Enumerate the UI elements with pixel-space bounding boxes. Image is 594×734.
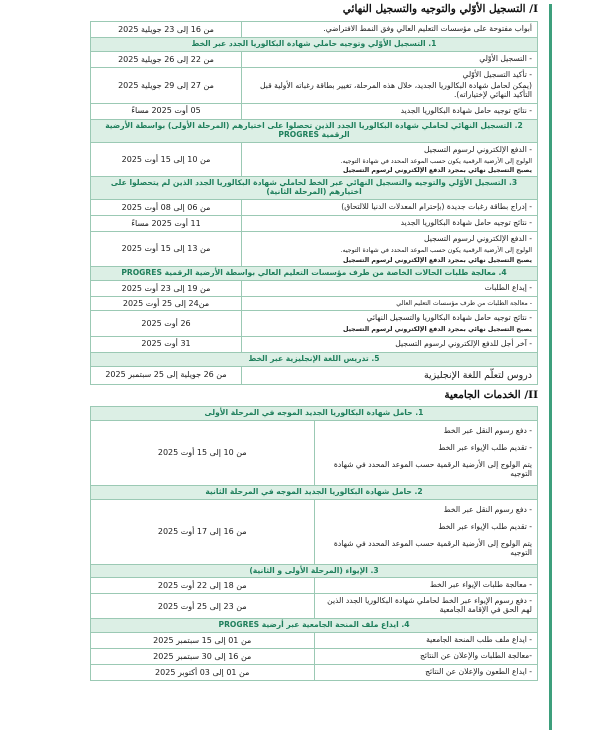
date-cell: من 01 إلى 03 أكتوبر 2025 (91, 665, 315, 681)
table-row (91, 103, 538, 119)
table-row (91, 366, 538, 384)
activity-note: يصبح التسجيل نهائي بمجرد الدفع الإلكتروني لرسوم التسجيل (342, 166, 532, 174)
section-header-cell: 1. حامل شهادة البكالوريا الجديد الموجه في المرحلة الأولى (91, 407, 538, 421)
activity-line: - تقديم طلب الإيواء عبر الخط (438, 442, 532, 452)
date-cell: من 10 إلى 15 أوت 2025 (91, 420, 315, 485)
activity-note: يصبح التسجيل نهائي بمجرد الدفع الإلكتروني لرسوم التسجيل (342, 326, 532, 334)
activity-text: - معالجة طلبات الإيواء عبر الخط (429, 580, 532, 590)
activity-text: - الدفع الإلكتروني لرسوم التسجيل (424, 234, 532, 244)
table-row (91, 633, 538, 649)
date-cell: من 26 جويلية إلى 25 سبتمبر 2025 (91, 366, 242, 384)
section-header-row (91, 177, 538, 200)
activity-cell (242, 22, 538, 38)
activity-line: - تقديم طلب الإيواء عبر الخط (438, 521, 532, 531)
activity-cell (242, 67, 538, 103)
activity-text: - آخر أجل للدفع الإلكتروني لرسوم التسجيل (395, 338, 532, 348)
section-header-row (91, 485, 538, 499)
activity-text: - نتائج توجيه حامل شهادة البكالوريا الجديد (400, 218, 532, 228)
table-row (91, 311, 538, 336)
activity-cell (242, 216, 538, 232)
activity-text: - التسجيل الأوّلي (479, 53, 532, 63)
section-header-cell: 2. التسجيل النهائي لحاملي شهادة البكالوريا الجدد الذين تحصلوا على اختيارهم (المرحلة الأولى) بواسطة الأرضية الرقمية PROGRES (91, 119, 538, 142)
table-row (91, 216, 538, 232)
date-cell: من 16 إلى 17 أوت 2025 (91, 499, 315, 564)
section-heading-registration: I/ التسجيل الأوّلي والتوجيه والتسجيل النهائي (342, 3, 538, 15)
activity-text: - ايداع ملف طلب المنحة الجامعية (426, 635, 532, 645)
table-row (91, 649, 538, 665)
activity-text: - نتائج توجيه حامل شهادة البكالوريا الجديد (400, 105, 532, 115)
activity-text: - الدفع الإلكتروني لرسوم التسجيل (424, 144, 532, 154)
table-row (91, 499, 538, 564)
registration-schedule-table (90, 21, 538, 385)
activity-cell (242, 296, 538, 310)
date-cell: من24 إلى 25 أوت 2025 (91, 296, 242, 310)
activity-text: - إيداع الطلبات (484, 282, 532, 292)
table-row (91, 594, 538, 619)
activity-cell (242, 311, 538, 336)
section-header-row (91, 619, 538, 633)
activity-cell (242, 142, 538, 177)
activity-text: - ايداع الطعون والإعلان عن النتائج (425, 667, 532, 677)
activity-line: - دفع رسوم النقل عبر الخط (443, 504, 532, 514)
activity-note: - معالجة الطلبات من طرف مؤسسات التعليم العالي (396, 299, 532, 307)
table-row (91, 280, 538, 296)
table-row (91, 142, 538, 177)
section-header-row (91, 37, 538, 51)
table-row (91, 578, 538, 594)
date-cell: 31 أوت 2025 (91, 336, 242, 352)
date-cell: 26 أوت 2025 (91, 311, 242, 336)
date-cell: من 10 إلى 15 أوت 2025 (91, 142, 242, 177)
date-cell: من 19 إلى 23 أوت 2025 (91, 280, 242, 296)
activity-cell (242, 366, 538, 384)
date-cell: من 22 إلى 26 جويلية 2025 (91, 51, 242, 67)
section-header-cell: 1. التسجيل الأوّلي وتوجيه حاملي شهادة البكالوريا الجدد عبر الخط (91, 37, 538, 51)
activity-line: - دفع رسوم النقل عبر الخط (443, 425, 532, 435)
activity-line: يتم الولوج إلى الأرضية الرقمية حسب الموعد المحدد في شهادة التوجيه (333, 538, 532, 557)
section-header-cell: 3. التسجيل الأوّلي والتوجيه والتسجيل النهائي عبر الخط لحاملي شهادة البكالوريا الجدد الذين لم يتحصلوا على اختيارهم (المرحلة الثانية) (91, 177, 538, 200)
activity-cell (242, 103, 538, 119)
services-schedule-table (90, 406, 538, 681)
activity-text: أبواب مفتوحة على مؤسسات التعليم العالي وفق النمط الافتراضي. (323, 24, 532, 33)
activity-cell (242, 200, 538, 216)
section-header-cell: 4. ايداع ملف المنحة الجامعية عبر أرضية PROGRES (91, 619, 538, 633)
activity-line: يتم الولوج إلى الأرضية الرقمية حسب الموعد المحدد في شهادة التوجيه (333, 459, 532, 478)
section-header-cell: 4. معالجة طلبات الحالات الخاصة من طرف مؤسسات التعليم العالي بواسطة الأرضية الرقمية PROGRES (91, 266, 538, 280)
date-cell: من 13 إلى 15 أوت 2025 (91, 232, 242, 267)
margin-accent-bar (549, 4, 552, 730)
section-header-row (91, 352, 538, 366)
section-header-cell: 5. تدريس اللغة الإنجليزية عبر الخط (91, 352, 538, 366)
activity-note: الولوج إلى الأرضية الرقمية يكون حسب الموعد المحدد في شهادة التوجيه. (340, 247, 532, 255)
date-cell: 05 أوت 2025 مساءً (91, 103, 242, 119)
activity-cell (242, 280, 538, 296)
activity-note: يصبح التسجيل نهائي بمجرد الدفع الإلكتروني لرسوم التسجيل (342, 256, 532, 264)
date-cell: من 01 إلى 15 سبتمبر 2025 (91, 633, 315, 649)
activity-cell (314, 594, 538, 619)
activity-cell (242, 51, 538, 67)
date-cell: 11 أوت 2025 مساءً (91, 216, 242, 232)
table-row (91, 296, 538, 310)
table-row (91, 232, 538, 267)
activity-cell (314, 665, 538, 681)
date-cell: من 23 إلى 25 أوت 2025 (91, 594, 315, 619)
activity-note: الولوج إلى الأرضية الرقمية يكون حسب الموعد المحدد في شهادة التوجيه. (340, 157, 532, 165)
activity-text: دروس لتعلّم اللغة الإنجليزية (423, 369, 532, 381)
section-header-row (91, 266, 538, 280)
section-header-row (91, 119, 538, 142)
date-cell: من 18 إلى 22 أوت 2025 (91, 578, 315, 594)
activity-cell (314, 649, 538, 665)
section-header-cell: 2. حامل شهادة البكالوريا الجديد الموجه في المرحلة الثانية (91, 485, 538, 499)
activity-text: (يمكن لحامل شهادة البكالوريا الجديد، خلال هذه المرحلة، تغيير بطاقة رغباته الأولية قبل التأكيد النهائي لإختياراته). (260, 80, 532, 99)
date-cell: من 27 إلى 29 جويلية 2025 (91, 67, 242, 103)
activity-text: - تأكيد التسجيل الأوّلي (462, 69, 532, 79)
activity-cell (314, 578, 538, 594)
table-row (91, 200, 538, 216)
date-cell: من 06 إلى 08 أوت 2025 (91, 200, 242, 216)
table-row (91, 420, 538, 485)
section-heading-services: II/ الخدمات الجامعية (444, 389, 538, 401)
activity-cell (242, 232, 538, 267)
table-row (91, 336, 538, 352)
activity-cell (314, 633, 538, 649)
date-cell: من 16 إلى 23 جويلية 2025 (91, 22, 242, 38)
table-row (91, 22, 538, 38)
section-header-cell: 3. الإيواء (المرحلة الأولى و الثانية) (91, 564, 538, 578)
activity-text: - دفع رسوم الإيواء عبر الخط لحاملي شهادة البكالوريا الجدد الذين لهم الحق في الإقامة الجامعية (327, 596, 532, 615)
activity-text: - إدراج بطاقة رغبات جديدة (بإحترام المعدلات الدنيا للالتحاق) (341, 202, 532, 212)
activity-text: - نتائج توجيه حامل شهادة البكالوريا والتسجيل النهائي (366, 313, 532, 323)
table-row (91, 67, 538, 103)
date-cell: من 16 إلى 30 سبتمبر 2025 (91, 649, 315, 665)
section-header-row (91, 407, 538, 421)
table-row (91, 665, 538, 681)
activity-cell (314, 420, 538, 485)
activity-cell (314, 499, 538, 564)
activity-text: -معالجة الطلبات والإعلان عن النتائج (419, 651, 532, 661)
activity-cell (242, 336, 538, 352)
table-row (91, 51, 538, 67)
section-header-row (91, 564, 538, 578)
